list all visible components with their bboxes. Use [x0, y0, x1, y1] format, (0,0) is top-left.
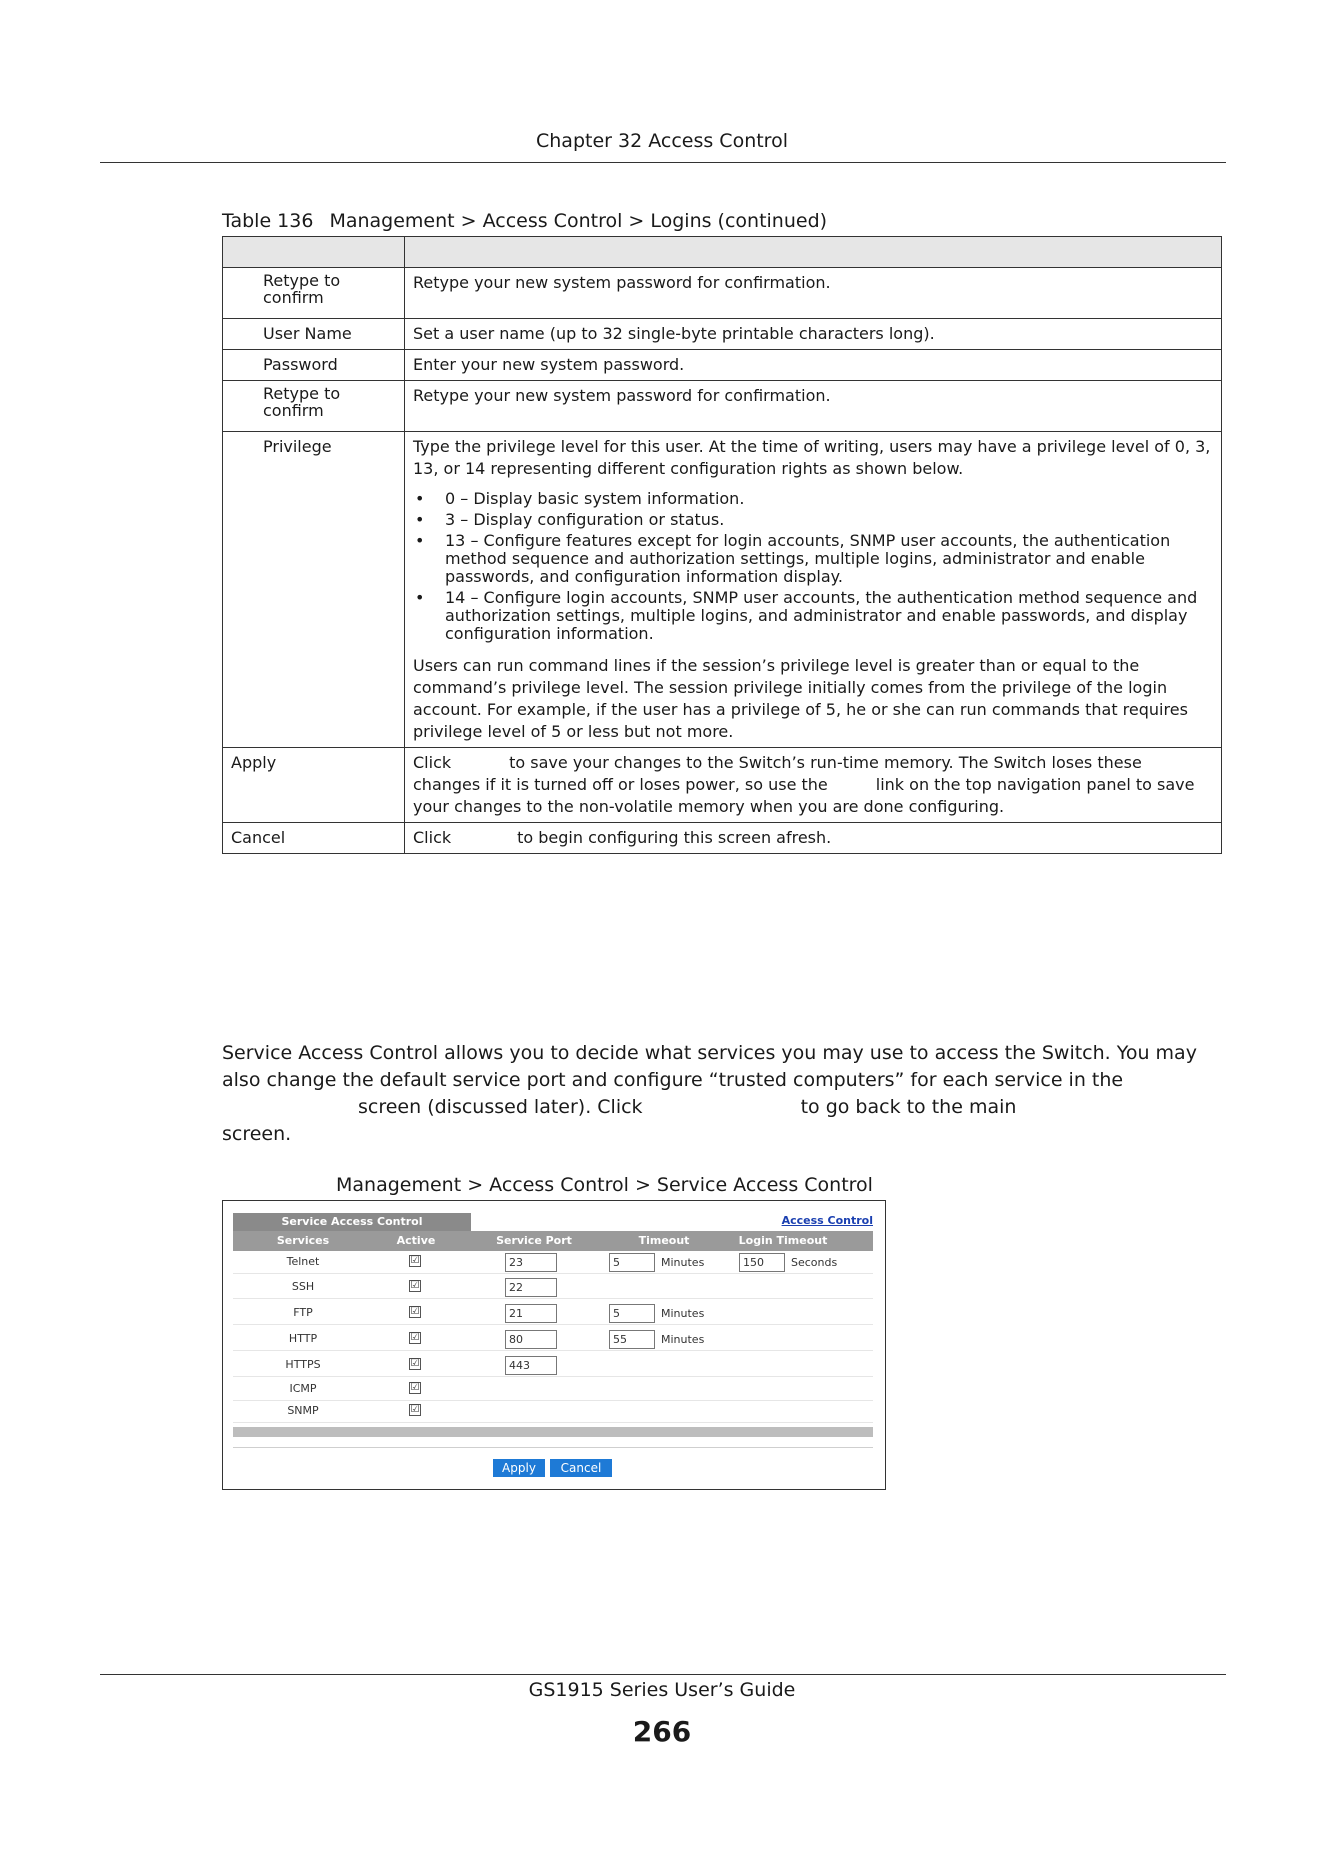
table-header-label-cell — [223, 237, 405, 268]
service-name: HTTPS — [285, 1358, 321, 1371]
service-row-icmp — [233, 1378, 873, 1401]
service-port-input[interactable]: 80 — [505, 1330, 557, 1349]
table-row — [223, 350, 1222, 381]
row-label: Retype to confirm — [223, 381, 405, 432]
service-access-control-panel — [222, 1200, 886, 1490]
body-line-3b: to go back to the main — [800, 1096, 1017, 1118]
row-desc: Retype your new system password for confirmation. — [405, 268, 1222, 319]
cancel-desc-b: to begin configuring this screen afresh. — [517, 828, 832, 847]
table-number: Table 136 — [222, 210, 314, 232]
privilege-desc — [405, 432, 1222, 748]
page-number: 266 — [632, 1715, 692, 1748]
timeout-unit: Minutes — [661, 1256, 705, 1269]
active-checkbox[interactable]: ☑ — [410, 1332, 420, 1343]
body-line: also change the default service port and configure “trusted computers” for each service in the — [222, 1069, 1124, 1091]
service-name: SSH — [291, 1280, 315, 1293]
timeout-input[interactable]: 55 — [609, 1330, 655, 1349]
timeout-input[interactable]: 5 — [609, 1304, 655, 1323]
table-row-cancel — [223, 823, 1222, 854]
privilege-list — [413, 490, 1213, 643]
footer-guide-title: GS1915 Series User’s Guide — [528, 1679, 796, 1701]
active-checkbox[interactable]: ☑ — [410, 1280, 420, 1291]
row-label: Password — [223, 350, 405, 381]
apply-desc-c: link on the top navigation panel to save your changes to the non-volatile memory when you are done configuring. — [413, 775, 1195, 816]
row-label: Privilege — [223, 432, 405, 748]
apply-desc-b: to save your changes to the Switch’s run-time memory. The Switch loses these changes if it is turned off or loses power, so use the — [413, 753, 1142, 794]
col-login-timeout: Login Timeout — [738, 1234, 828, 1247]
active-checkbox[interactable]: ☑ — [410, 1382, 420, 1393]
figure-caption: Management > Access Control > Service Access Control — [336, 1174, 873, 1196]
col-active: Active — [396, 1234, 436, 1247]
footer-rule — [100, 1674, 1226, 1675]
active-checkbox[interactable]: ☑ — [410, 1358, 420, 1369]
service-row-telnet — [233, 1251, 873, 1274]
header-rule — [100, 162, 1226, 163]
table-row — [223, 319, 1222, 350]
service-port-input[interactable]: 23 — [505, 1253, 557, 1272]
body-line: screen. — [222, 1123, 292, 1145]
table-caption — [222, 210, 827, 232]
service-port-input[interactable]: 21 — [505, 1304, 557, 1323]
apply-desc-a: Click — [413, 753, 452, 772]
apply-desc — [405, 748, 1222, 823]
list-item-text: 13 – Configure features except for login accounts, SNMP user accounts, the authentication method sequence and authorization settings, multiple logins, administrator and enable passwords, and configuration information display. — [445, 531, 1171, 586]
body-line — [222, 1094, 1227, 1121]
service-port-input[interactable]: 22 — [505, 1278, 557, 1297]
list-item: • 14 – Configure login accounts, SNMP user accounts, the authentication method sequence and authorization settings, multiple logins, and administrator and enable passwords, and display configuration information. — [415, 588, 1198, 643]
table-header-row — [223, 237, 1222, 268]
privilege-intro: Type the privilege level for this user. At the time of writing, users may have a privilege level of 0, 3, 13, or 14 representing different configuration rights as shown below. — [413, 437, 1211, 478]
col-service-port: Service Port — [496, 1234, 572, 1247]
access-control-link[interactable]: Access Control — [781, 1214, 873, 1227]
row-desc: Set a user name (up to 32 single-byte printable characters long). — [405, 319, 1222, 350]
service-row-http — [233, 1328, 873, 1351]
logins-table — [222, 236, 1222, 854]
row-desc: Retype your new system password for confirmation. — [405, 381, 1222, 432]
active-checkbox[interactable]: ☑ — [410, 1404, 420, 1415]
table-header-desc-cell — [405, 237, 1222, 268]
privilege-outro: Users can run command lines if the session’s privilege level is greater than or equal to the command’s privilege level. The session privilege initially comes from the privilege of the login account. For example, if the user has a privilege of 5, he or she can run commands that requires privilege level of 5 or less but not more. — [413, 656, 1188, 741]
row-label: Apply — [223, 748, 405, 823]
table-row-privilege — [223, 432, 1222, 748]
cancel-desc — [405, 823, 1222, 854]
service-row-https — [233, 1354, 873, 1377]
service-name: Telnet — [286, 1255, 320, 1268]
service-row-snmp — [233, 1400, 873, 1423]
login-timeout-input[interactable]: 150 — [739, 1253, 785, 1272]
timeout-unit: Minutes — [661, 1333, 705, 1346]
panel-divider — [233, 1447, 873, 1448]
cancel-desc-a: Click — [413, 828, 452, 847]
timeout-unit: Minutes — [661, 1307, 705, 1320]
chapter-title: Chapter 32 Access Control — [536, 130, 788, 152]
list-item-text: 0 – Display basic system information. — [445, 489, 745, 508]
row-label: Retype to confirm — [223, 268, 405, 319]
timeout-input[interactable]: 5 — [609, 1253, 655, 1272]
panel-column-headers — [233, 1231, 873, 1251]
active-checkbox[interactable]: ☑ — [410, 1255, 420, 1266]
table-footer-bar — [233, 1427, 873, 1437]
list-item-text: 14 – Configure login accounts, SNMP user accounts, the authentication method sequence and authorization settings, multiple logins, and administrator and enable passwords, and display configuration information. — [445, 588, 1198, 643]
body-line-3a: screen (discussed later). Click — [358, 1096, 643, 1118]
login-timeout-unit: Seconds — [791, 1256, 838, 1269]
service-port-input[interactable]: 443 — [505, 1356, 557, 1375]
panel-title: Service Access Control — [233, 1213, 471, 1231]
row-label: Cancel — [223, 823, 405, 854]
service-name: SNMP — [287, 1404, 319, 1417]
service-row-ftp — [233, 1302, 873, 1325]
col-timeout: Timeout — [638, 1234, 690, 1247]
service-name: HTTP — [288, 1332, 318, 1345]
table-row-apply — [223, 748, 1222, 823]
list-item-text: 3 – Display configuration or status. — [445, 510, 725, 529]
table-title: Management > Access Control > Logins (continued) — [329, 210, 828, 232]
table-row — [223, 381, 1222, 432]
row-desc: Enter your new system password. — [405, 350, 1222, 381]
apply-button[interactable]: Apply — [493, 1459, 545, 1477]
list-item: • 0 – Display basic system information. — [415, 489, 745, 508]
body-line: Service Access Control allows you to decide what services you may use to access the Switch. You may — [222, 1042, 1197, 1064]
list-item: • 3 – Display configuration or status. — [415, 510, 725, 529]
col-services: Services — [276, 1234, 330, 1247]
service-name: ICMP — [289, 1382, 317, 1395]
active-checkbox[interactable]: ☑ — [410, 1306, 420, 1317]
service-row-ssh — [233, 1276, 873, 1299]
body-paragraph — [222, 1040, 1227, 1148]
list-item: • 13 – Configure features except for login accounts, SNMP user accounts, the authentication method sequence and authorization settings, multiple logins, administrator and enable passwords, and configuration information display. — [415, 531, 1171, 586]
service-name: FTP — [293, 1306, 313, 1319]
row-label: User Name — [223, 319, 405, 350]
cancel-button[interactable]: Cancel — [550, 1459, 612, 1477]
table-row — [223, 268, 1222, 319]
